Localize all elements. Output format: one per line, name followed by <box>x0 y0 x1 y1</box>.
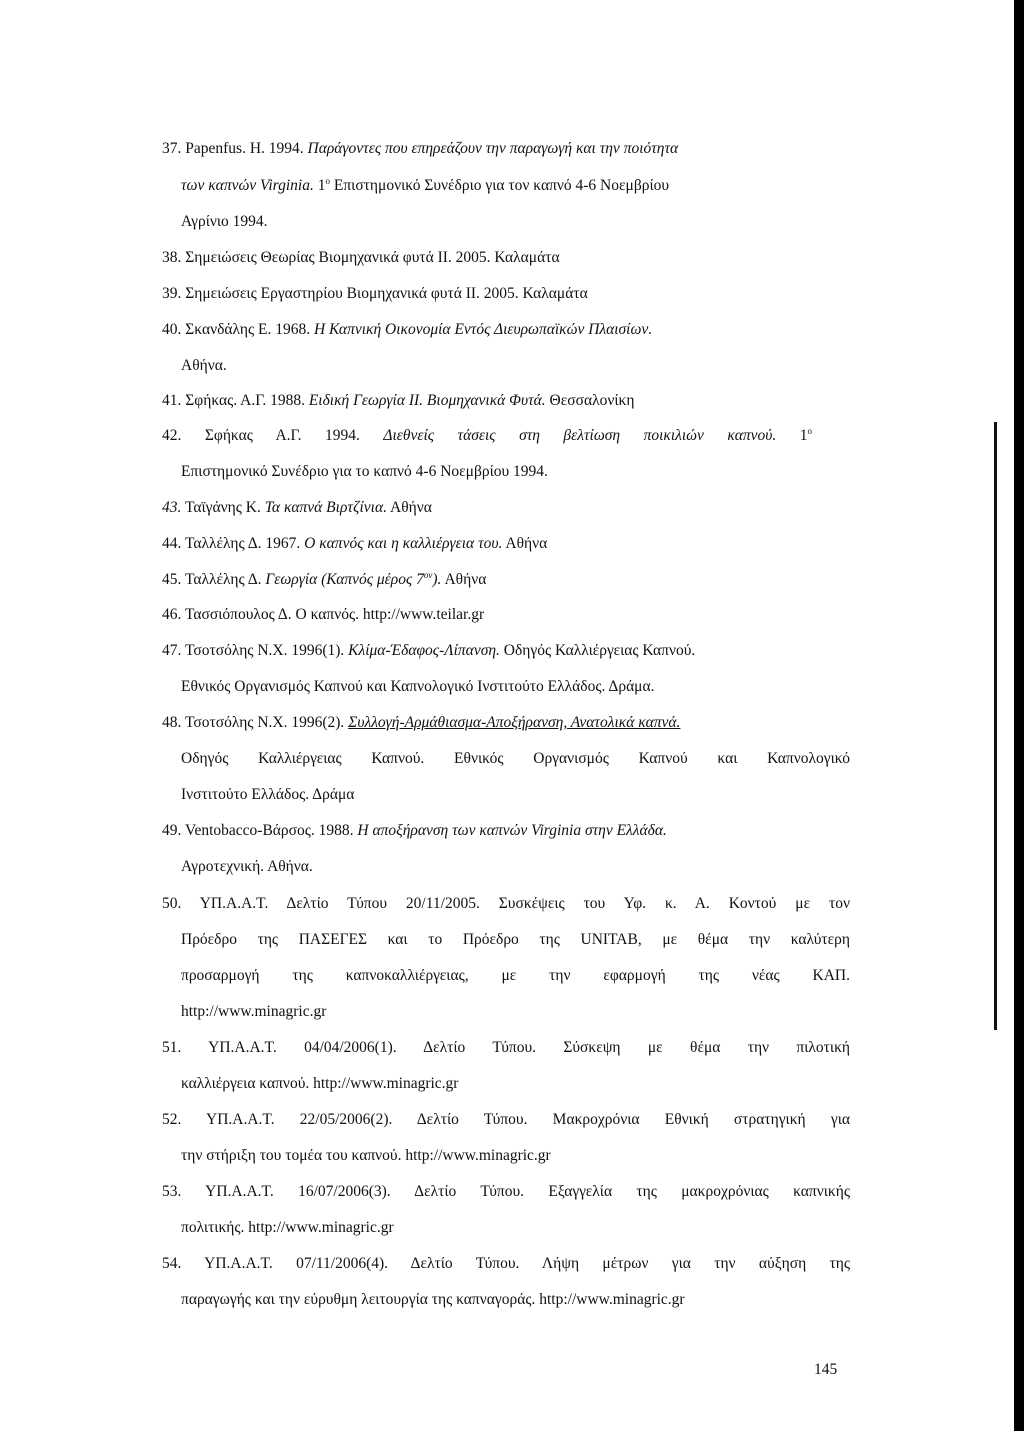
ref-text: Σημειώσεις Θεωρίας Βιομηχανικά φυτά II. 2005. Καλαμάτα <box>185 249 560 266</box>
reference-50 <box>162 894 850 914</box>
ref-number: 39. <box>162 285 182 302</box>
ref-author: Ventobacco-Βάρσος. 1988. <box>184 822 354 839</box>
ref-title: Ο καπνός και η καλλιέργεια του. <box>304 535 503 552</box>
ref-author: Τσοτσόλης Ν.Χ. 1996(1). <box>184 642 345 659</box>
reference-51 <box>162 1038 850 1058</box>
ref-title-end: ). <box>432 571 442 588</box>
ref-tail: Αθήνα <box>505 535 548 552</box>
reference-37 <box>162 139 678 159</box>
ref-author: Τσοτσόλης Ν.Χ. 1996(2). <box>184 714 345 731</box>
ref-title: Τα καπνά Βιρτζίνια. <box>264 499 387 516</box>
ref-text: Πρόεδρο της ΠΑΣΕΓΕΣ και το Πρόεδρο της UNITAB, με θέμα την καλύτερη <box>181 931 850 948</box>
reference-52 <box>162 1110 850 1130</box>
reference-39 <box>162 284 588 304</box>
ref-publisher: Αγροτεχνική. Αθήνα. <box>181 858 313 875</box>
ref-text: ΥΠ.Α.Α.Τ. 07/11/2006(4). Δελτίο Τύπου. Λήψη μέτρων για την αύξηση της <box>204 1255 850 1272</box>
reference-44 <box>162 534 547 554</box>
reference-41 <box>162 391 634 411</box>
ref-number: 45. <box>162 571 182 588</box>
reference-46 <box>162 605 484 625</box>
ref-title-cont: των καπνών Virginia. <box>181 177 314 194</box>
ref-tail: Θεσσαλονίκη <box>549 392 635 409</box>
ref-number: 49. <box>162 822 182 839</box>
ref-superscript: ον <box>423 570 433 580</box>
ref-text: πολιτικής. http://www.minagric.gr <box>181 1219 394 1236</box>
ref-text: παραγωγής και την εύρυθμη λειτουργία της καπναγοράς. http://www.minagric.gr <box>181 1291 685 1308</box>
reference-53 <box>162 1182 850 1202</box>
reference-49 <box>162 821 667 841</box>
ref-tail: Αγρίνιο 1994. <box>181 213 268 230</box>
margin-rule <box>994 422 997 1030</box>
ref-tail: Επιστημονικό Συνέδριο για το καπνό 4-6 Νοεμβρίου 1994. <box>181 463 548 480</box>
reference-37-line-2 <box>181 176 669 196</box>
reference-48-line-2 <box>181 749 850 769</box>
ref-text: ΥΠ.Α.Α.Τ. 16/07/2006(3). Δελτίο Τύπου. Εξαγγελία της μακροχρόνιας καπνικής <box>205 1183 850 1200</box>
reference-47 <box>162 641 695 661</box>
reference-40 <box>162 320 652 340</box>
reference-48-line-3 <box>181 785 354 805</box>
ref-title: Η Καπνική Οικονομία Εντός Διευρωπαϊκών Πλαισίων. <box>313 321 653 338</box>
reference-53-line-2 <box>181 1218 394 1238</box>
ref-number: 51. <box>162 1039 182 1056</box>
reference-54-line-2 <box>181 1290 685 1310</box>
ref-number: 48. <box>162 714 182 731</box>
ref-title: Κλίμα-Έδαφος-Λίπανση. <box>348 642 500 659</box>
ref-tail: Οδηγός Καλλιέργειας Καπνού. <box>503 642 696 659</box>
reference-47-line-2 <box>181 677 655 697</box>
ref-text: καλλιέργεια καπνού. http://www.minagric.gr <box>181 1075 459 1092</box>
ref-number: 40. <box>162 321 182 338</box>
ref-author: Ταϊγάνης Κ. <box>184 499 261 516</box>
reference-43 <box>162 498 432 518</box>
ref-number: 52. <box>162 1111 182 1128</box>
ref-title: Ειδική Γεωργία II. Βιομηχανικά Φυτά. <box>308 392 546 409</box>
ref-number: 47. <box>162 642 182 659</box>
reference-37-line-3 <box>181 212 268 232</box>
ref-number: 38. <box>162 249 182 266</box>
ref-title-underlined: Συλλογή-Αρμάθιασμα-Αποξήρανση, Ανατολικά καπνά. <box>348 714 681 731</box>
ref-number: 53. <box>162 1183 182 1200</box>
reference-50-line-2 <box>181 930 850 950</box>
reference-50-line-4 <box>181 1002 326 1022</box>
ref-number: 37. <box>162 140 182 157</box>
ref-text: την στήριξη του τομέα του καπνού. http://www.minagric.gr <box>181 1147 551 1164</box>
ref-number: 54. <box>162 1255 182 1272</box>
reference-42 <box>162 426 812 446</box>
ref-text: ΥΠ.Α.Α.Τ. 22/05/2006(2). Δελτίο Τύπου. Μακροχρόνια Εθνική στρατηγική για <box>206 1111 850 1128</box>
ref-number: 46. <box>162 606 182 623</box>
ref-superscript: ο <box>325 176 330 186</box>
ref-publisher: Εθνικός Οργανισμός Καπνού και Καπνολογικό Ινστιτούτο Ελλάδος. Δράμα. <box>181 678 655 695</box>
ref-author: Σφήκας Α.Γ. 1994. <box>204 427 360 444</box>
ref-publisher-cont: Ινστιτούτο Ελλάδος. Δράμα <box>181 786 355 803</box>
ref-author: Σκανδάλης Ε. 1968. <box>185 321 311 338</box>
ref-title <box>348 714 680 731</box>
ref-number: 44. <box>162 535 182 552</box>
reference-38 <box>162 248 560 268</box>
ref-text: Τασσιόπουλος Δ. Ο καπνός. http://www.teilar.gr <box>184 606 485 623</box>
ref-text: ΥΠ.Α.Α.Τ. 04/04/2006(1). Δελτίο Τύπου. Σύσκεψη με θέμα την πιλοτική <box>208 1039 850 1056</box>
ref-conference-digit: 1 <box>799 427 808 444</box>
ref-author: Ταλλέλης Δ. <box>184 571 262 588</box>
ref-conference-num <box>800 427 812 444</box>
reference-48 <box>162 713 680 733</box>
reference-45 <box>162 570 486 590</box>
ref-superscript: ο <box>807 426 813 436</box>
reference-42-line-2 <box>181 462 548 482</box>
ref-tail: Αθήνα <box>390 499 432 516</box>
ref-url: http://www.minagric.gr <box>181 1003 327 1020</box>
page-number: 145 <box>814 1361 838 1378</box>
reference-51-line-2 <box>181 1074 458 1094</box>
ref-author: Papenfus. H. 1994. <box>185 140 304 157</box>
ref-number: 41. <box>162 392 182 409</box>
ref-conference-num: 1 <box>317 177 326 194</box>
ref-tail: Αθήνα <box>444 571 487 588</box>
ref-author: Σφήκας. Α.Γ. 1988. <box>185 392 305 409</box>
ref-author: Ταλλέλης Δ. 1967. <box>184 535 301 552</box>
ref-title-text: Γεωργία (Καπνός μέρος 7 <box>265 571 424 588</box>
ref-number: 42. <box>162 427 182 444</box>
ref-text: προσαρμογή της καπνοκαλλιέργειας, με την εφαρμογή της νέας ΚΑΠ. <box>181 967 850 984</box>
reference-52-line-2 <box>181 1146 551 1166</box>
ref-tail: Αθήνα. <box>181 357 227 374</box>
ref-title: Διεθνείς τάσεις στη βελτίωση ποικιλιών καπνού. <box>383 427 777 444</box>
ref-text: Σημειώσεις Εργαστηρίου Βιομηχανικά φυτά II. 2005. Καλαμάτα <box>185 285 588 302</box>
reference-40-line-2 <box>181 356 227 376</box>
reference-50-line-3 <box>181 966 850 986</box>
ref-title: Η αποξήρανση των καπνών Virginia στην Ελλάδα. <box>357 822 667 839</box>
ref-title <box>265 571 441 588</box>
ref-number: 50. <box>162 895 182 912</box>
ref-number: 43. <box>162 499 182 516</box>
ref-text: ΥΠ.Α.Α.Τ. Δελτίο Τύπου 20/11/2005. Συσκέψεις του Υφ. κ. Α. Κοντού με τον <box>199 895 850 912</box>
reference-54 <box>162 1254 850 1274</box>
ref-conference: Επιστημονικό Συνέδριο για τον καπνό 4-6 Νοεμβρίου <box>333 177 670 194</box>
reference-49-line-2 <box>181 857 313 877</box>
ref-title: Παράγοντες που επηρεάζουν την παραγωγή και την ποιότητα <box>307 140 679 157</box>
ref-publisher: Οδηγός Καλλιέργειας Καπνού. Εθνικός Οργανισμός Καπνού και Καπνολογικό <box>181 750 850 767</box>
